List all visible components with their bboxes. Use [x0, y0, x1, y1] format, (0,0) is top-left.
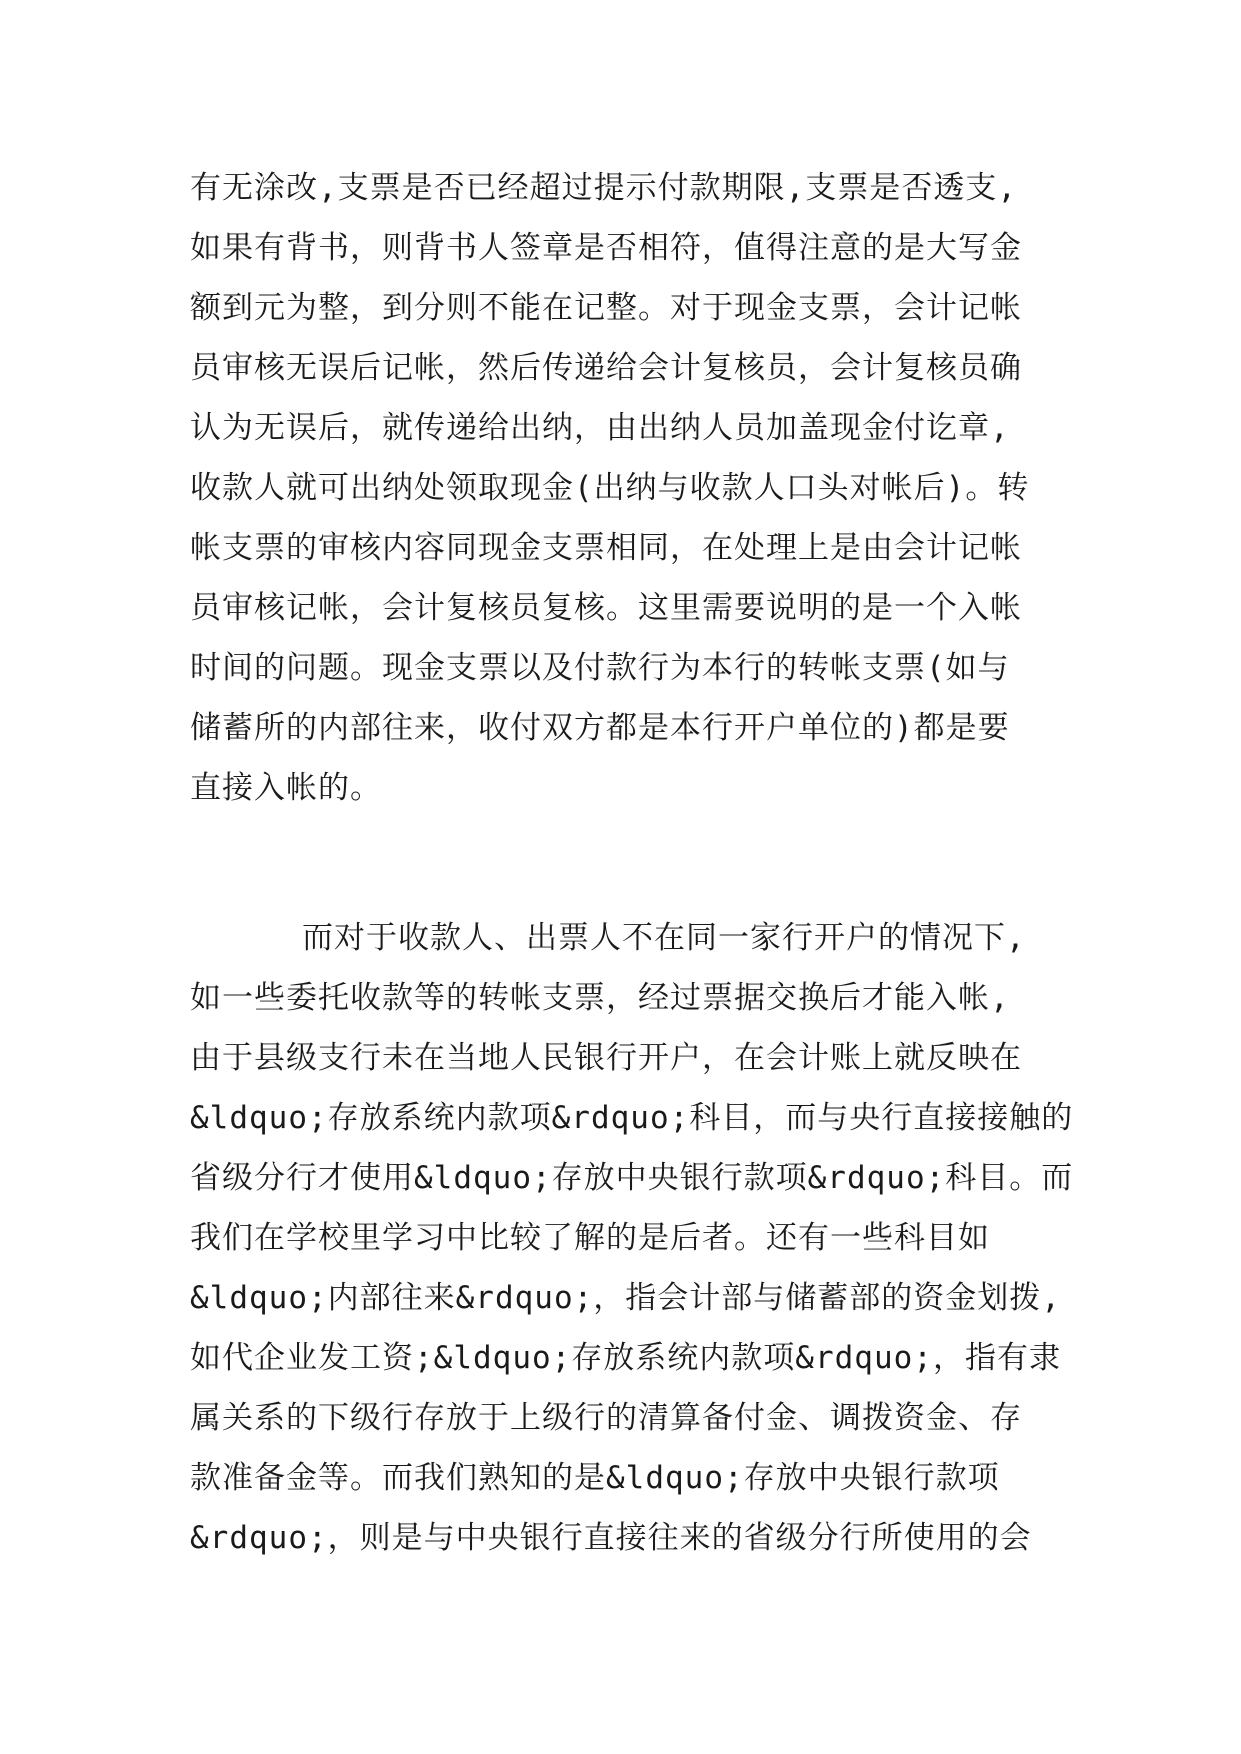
text-line: 如代企业发工资;&ldquo;存放系统内款项&rdquo;，指有隶: [190, 1340, 1061, 1376]
text-line: 帐支票的审核内容同现金支票相同，在处理上是由会计记帐: [190, 530, 1022, 566]
text-line: 储蓄所的内部往来，收付双方都是本行开户单位的)都是要: [190, 710, 1010, 746]
text-line: 员审核记帐，会计复核员复核。这里需要说明的是一个入帐: [190, 590, 1022, 626]
text-line: 省级分行才使用&ldquo;存放中央银行款项&rdquo;科目。而: [190, 1160, 1074, 1196]
paragraph-1: [190, 158, 1070, 818]
text-line: 时间的问题。现金支票以及付款行为本行的转帐支票(如与: [190, 650, 1010, 686]
text-line: 属关系的下级行存放于上级行的清算备付金、调拨资金、存: [190, 1400, 1022, 1436]
text-line: &ldquo;内部往来&rdquo;，指会计部与储蓄部的资金划拨,: [190, 1280, 1061, 1316]
text-line: &rdquo;，则是与中央银行直接往来的省级分行所使用的会: [190, 1520, 1032, 1556]
text-line: 员审核无误后记帐，然后传递给会计复核员，会计复核员确: [190, 350, 1022, 386]
paragraph-2: [190, 908, 1074, 1568]
text-line: 直接入帐的。: [190, 770, 382, 806]
text-line: 由于县级支行未在当地人民银行开户，在会计账上就反映在: [190, 1040, 1022, 1076]
text-line: 款准备金等。而我们熟知的是&ldquo;存放中央银行款项: [190, 1460, 1000, 1496]
text-line: 额到元为整，到分则不能在记整。对于现金支票，会计记帐: [190, 290, 1022, 326]
text-line: 而对于收款人、出票人不在同一家行开户的情况下,: [302, 920, 1026, 956]
text-line: 如果有背书，则背书人签章是否相符，值得注意的是大写金: [190, 230, 1022, 266]
text-line: &ldquo;存放系统内款项&rdquo;科目，而与央行直接接触的: [190, 1100, 1074, 1136]
text-line: 如一些委托收款等的转帐支票，经过票据交换后才能入帐,: [190, 980, 1010, 1016]
text-line: 收款人就可出纳处领取现金(出纳与收款人口头对帐后)。转: [190, 470, 1030, 506]
text-line: 有无涂改,支票是否已经超过提示付款期限,支票是否透支,: [190, 170, 1017, 206]
text-line: 认为无误后，就传递给出纳，由出纳人员加盖现金付讫章,: [190, 410, 1010, 446]
text-line: 我们在学校里学习中比较了解的是后者。还有一些科目如: [190, 1220, 990, 1256]
